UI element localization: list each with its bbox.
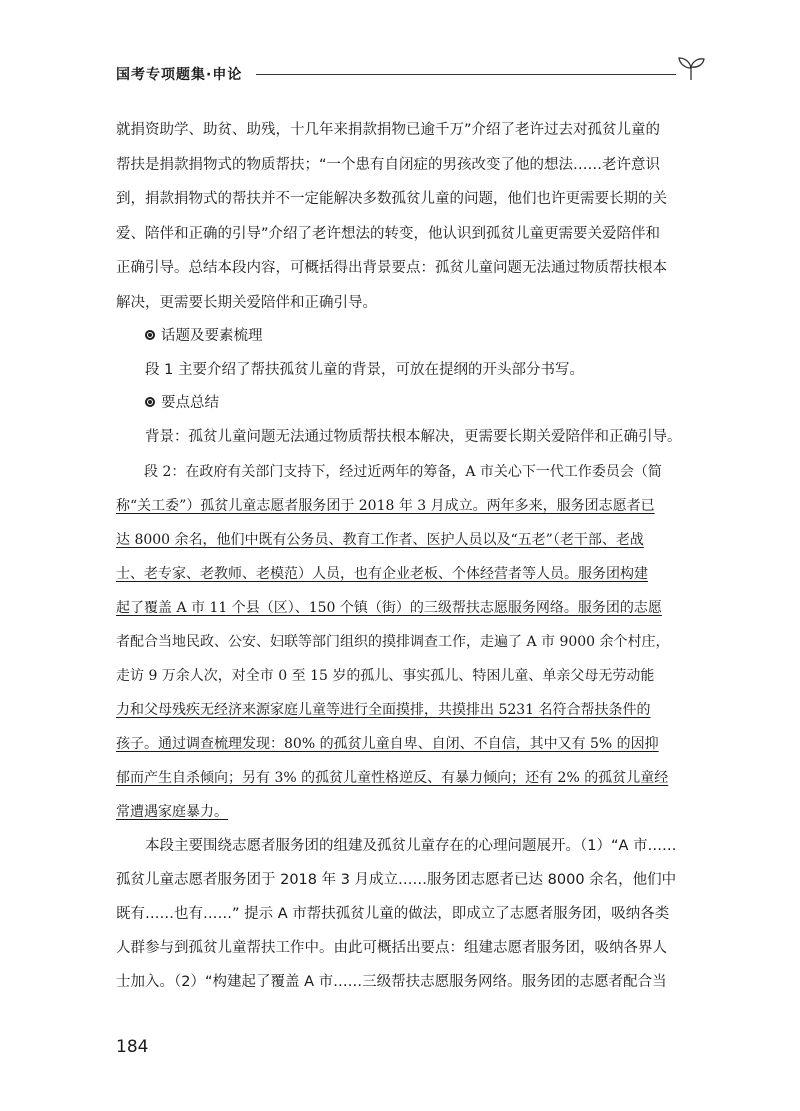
text-line: 段 1 主要介绍了帮扶孤贫儿童的背景，可放在提纲的开头部分书写。 <box>145 362 584 378</box>
quote-line: 称“关工委”）孤贫儿童志愿者服务团于 2018 年 3 月成立。两年多来，服务团志愿者已 <box>116 498 655 514</box>
quote-line: 孩子。通过调查梳理发现：80% 的孤贫儿童自卑、自闭、不自信，其中又有 5% 的因抑 <box>116 736 659 752</box>
text-line: 士加入。（2）“构建起了覆盖 A 市……三级帮扶志愿服务网络。服务团的志愿者配合当 <box>116 974 667 990</box>
text-line: 帮扶是捐款捐物式的物质帮扶；“一个患有自闭症的男孩改变了他的想法……老许意识 <box>116 157 661 173</box>
heading-text: 话题及要素梳理 <box>161 328 263 344</box>
header-rule <box>256 74 676 75</box>
text-line: 解决，更需要长期关爱陪伴和正确引导。 <box>116 295 377 311</box>
page-number: 184 <box>116 1037 149 1057</box>
section-heading <box>116 326 706 348</box>
header-title: 国考专项题集·申论 <box>116 67 243 83</box>
text-line: 孤贫儿童志愿者服务团于 2018 年 3 月成立……服务团志愿者已达 8000 余名，他们中 <box>116 872 677 888</box>
bullet-icon <box>145 397 155 407</box>
text-line: 本段主要围绕志愿者服务团的组建及孤贫儿童存在的心理问题展开。（1）“A 市…… <box>145 838 677 854</box>
text-line: 爱、陪伴和正确的引导”介绍了老许想法的转变，他认识到孤贫儿童更需要关爱陪伴和 <box>116 226 661 242</box>
quote-line: 常遭遇家庭暴力。 <box>116 804 228 820</box>
text-line: 到，捐款捐物式的帮扶并不一定能解决多数孤贫儿童的问题，他们也许更需要长期的关 <box>116 191 667 207</box>
text-line: 正确引导。总结本段内容，可概括得出背景要点：孤贫儿童问题无法通过物质帮扶根本 <box>116 260 667 276</box>
quote-line: 力和父母残疾无经济来源家庭儿童等进行全面摸排，共摸排出 5231 名符合帮扶条件的 <box>116 702 651 718</box>
running-header <box>116 60 706 92</box>
text-line: 背景：孤贫儿童问题无法通过物质帮扶根本解决，更需要长期关爱陪伴和正确引导。 <box>145 429 682 445</box>
quote-line: 达 8000 余名，他们中既有公务员、教育工作者、医护人员以及“五老”（老干部、老战 <box>116 532 644 548</box>
quote-line: 起了覆盖 A 市 11 个县（区）、150 个镇（街）的三级帮扶志愿服务网络。服务团的志愿 <box>116 600 662 616</box>
text-line: 既有……也有……” 提示 A 市帮扶孤贫儿童的做法，即成立了志愿者服务团，吸纳各类 <box>116 906 670 922</box>
quote-line: 郁而产生自杀倾向；另有 3% 的孤贫儿童性格逆反、有暴力倾向；还有 2% 的孤贫儿童经 <box>116 770 669 786</box>
bullet-icon <box>145 330 155 340</box>
quote-line: 走访 9 万余人次，对全市 0 至 15 岁的孤儿、事实孤儿、特困儿童、单亲父母无劳动能 <box>116 668 655 684</box>
sprout-icon <box>676 54 706 80</box>
section-heading <box>116 393 706 415</box>
quote-line: 段 2：在政府有关部门支持下，经过近两年的筹备，A 市关心下一代工作委员会（简 <box>144 464 662 480</box>
heading-text: 要点总结 <box>161 395 219 411</box>
quote-line: 士、老专家、老教师、老模范）人员，也有企业老板、个体经营者等人员。服务团构建 <box>116 566 648 582</box>
text-line: 人群参与到孤贫儿童帮扶工作中。由此可概括出要点：组建志愿者服务团，吸纳各界人 <box>116 940 667 956</box>
quote-line: 者配合当地民政、公安、妇联等部门组织的摸排调查工作，走遍了 A 市 9000 余个村庄， <box>116 634 670 650</box>
text-line: 就捐资助学、助贫、助残，十几年来捐款捐物已逾千万”介绍了老许过去对孤贫儿童的 <box>116 122 661 138</box>
